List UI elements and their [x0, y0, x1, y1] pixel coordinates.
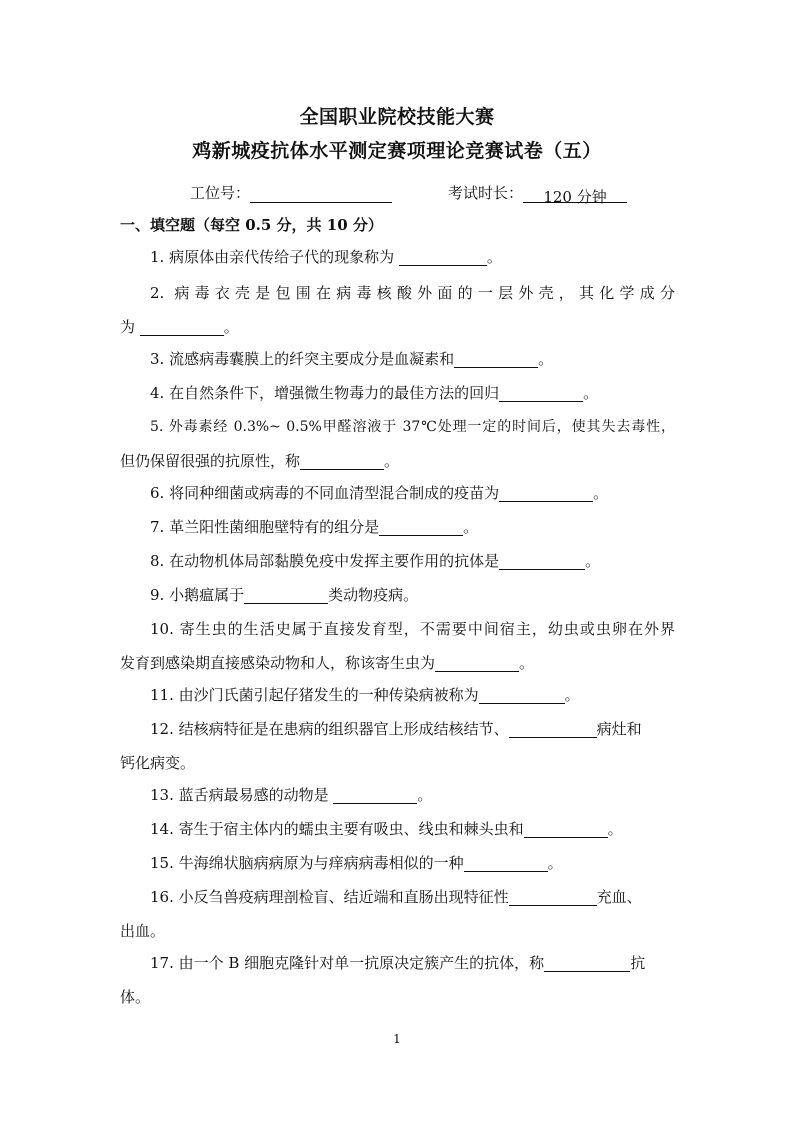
question-text: 6. 将同种细菌或病毒的不同血清型混合制成的疫苗为 — [150, 484, 500, 502]
question-12-cont — [120, 746, 675, 780]
question-13 — [120, 778, 675, 812]
question-text-cont: 为 — [120, 318, 140, 336]
question-text-cont: 发育到感染期直接感染动物和人，称该寄生虫为 — [120, 654, 436, 672]
question-17-cont — [120, 980, 675, 1014]
question-text-cont: 但仍保留很强的抗原性，称 — [120, 452, 301, 470]
question-text-end: 。 — [463, 518, 479, 536]
question-text: 15. 牛海绵状脑病病原为与痒病病毒相似的一种 — [150, 854, 464, 872]
answer-blank — [524, 819, 608, 838]
question-text-mid: 病灶和 — [596, 720, 642, 738]
answer-blank — [379, 517, 463, 536]
question-text: 10. 寄生虫的生活史属于直接发育型，不需要中间宿主，幼虫或虫卵在外界 — [150, 620, 675, 638]
question-text-end: 。 — [593, 484, 609, 502]
answer-blank — [509, 887, 597, 906]
question-15 — [120, 846, 675, 880]
page-title: 全国职业院校技能大赛 — [299, 106, 495, 128]
exam-duration-label: 考试时长： — [448, 184, 524, 202]
station-id-label: 工位号： — [190, 184, 251, 202]
question-text-cont: 出血。 — [120, 922, 166, 940]
question-text: 14. 寄生于宿主体内的蠕虫主要有吸虫、线虫和棘头虫和 — [150, 820, 524, 838]
answer-blank — [509, 719, 597, 738]
question-5 — [120, 410, 675, 444]
question-17 — [120, 946, 675, 980]
question-10-cont — [120, 646, 675, 680]
question-5-cont — [120, 444, 675, 478]
answer-blank — [333, 785, 417, 804]
answer-blank — [399, 247, 487, 266]
question-text-cont: 钙化病变。 — [120, 754, 196, 772]
question-text-end: 。 — [607, 820, 623, 838]
question-text: 12. 结核病特征是在患病的组织器官上形成结核结节、 — [150, 720, 509, 738]
station-id-blank — [250, 186, 392, 203]
question-text-end: 。 — [223, 318, 239, 336]
question-9 — [120, 578, 675, 612]
question-text-end: 。 — [538, 350, 554, 368]
question-text: 9. 小鹅瘟属于 — [150, 586, 245, 604]
question-text: 13. 蓝舌病最易感的动物是 — [150, 786, 334, 804]
answer-blank — [499, 483, 593, 502]
question-2-cont — [120, 310, 675, 344]
question-16 — [120, 880, 675, 914]
answer-blank — [140, 317, 224, 336]
question-text: 8. 在动物机体局部黏膜免疫中发挥主要作用的抗体是 — [150, 552, 500, 570]
question-7 — [120, 510, 675, 544]
question-12 — [120, 712, 675, 746]
question-3 — [120, 342, 675, 376]
answer-blank — [244, 585, 328, 604]
question-text: 2. 病毒衣壳是包围在病毒核酸外面的一层外壳，其化学成分 — [150, 284, 675, 302]
question-16-cont — [120, 914, 675, 948]
question-10 — [120, 612, 675, 646]
question-4 — [120, 376, 675, 410]
question-text-end: 。 — [384, 452, 400, 470]
answer-blank — [499, 383, 583, 402]
question-14 — [120, 812, 675, 846]
question-text: 17. 由一个 B 细胞克隆针对单一抗原决定簇产生的抗体，称 — [150, 954, 545, 972]
question-text-end: 类动物疫病。 — [328, 586, 419, 604]
page-number: 1 — [393, 1032, 401, 1046]
question-text: 7. 革兰阳性菌细胞壁特有的组分是 — [150, 518, 380, 536]
question-text-end: 。 — [583, 384, 599, 402]
question-text: 16. 小反刍兽疫病理剖检盲、结近端和直肠出现特征性 — [150, 888, 509, 906]
question-text: 11. 由沙门氏菌引起仔猪发生的一种传染病被称为 — [150, 686, 479, 704]
question-text-mid: 抗 — [630, 954, 646, 972]
answer-blank — [544, 953, 630, 972]
page-subtitle: 鸡新城疫抗体水平测定赛项理论竞赛试卷（五） — [192, 140, 602, 162]
question-11 — [120, 678, 675, 712]
question-text-cont: 体。 — [120, 988, 151, 1006]
question-text-end: 。 — [547, 854, 563, 872]
answer-blank — [479, 685, 565, 704]
answer-blank — [464, 853, 548, 872]
question-text-mid: 充血、 — [596, 888, 642, 906]
question-8 — [120, 544, 675, 578]
question-text-end: 。 — [486, 248, 502, 266]
question-text: 4. 在自然条件下，增强微生物毒力的最佳方法的回归 — [150, 384, 500, 402]
question-text: 5. 外毒素经 0.3%~ 0.5%甲醛溶液于 37℃处理一定的时间后，使其失去毒性， — [150, 419, 675, 435]
answer-blank — [454, 349, 538, 368]
question-text-end: 。 — [585, 552, 601, 570]
question-1 — [120, 240, 675, 274]
answer-blank — [300, 451, 384, 470]
question-6 — [120, 476, 675, 510]
question-text: 1. 病原体由亲代传给子代的现象称为 — [150, 248, 399, 266]
answer-blank — [435, 653, 519, 672]
question-text-end: 。 — [519, 654, 535, 672]
section-heading: 一、填空题（每空 0.5 分，共 10 分） — [120, 216, 383, 234]
station-id-field — [190, 182, 392, 203]
exam-duration-value: 120 分钟 — [523, 186, 627, 203]
exam-duration-field — [448, 182, 627, 206]
answer-blank — [499, 551, 585, 570]
question-text-end: 。 — [417, 786, 433, 804]
question-2 — [120, 276, 675, 310]
question-text-end: 。 — [564, 686, 580, 704]
question-text: 3. 流感病毒囊膜上的纤突主要成分是血凝素和 — [150, 350, 455, 368]
